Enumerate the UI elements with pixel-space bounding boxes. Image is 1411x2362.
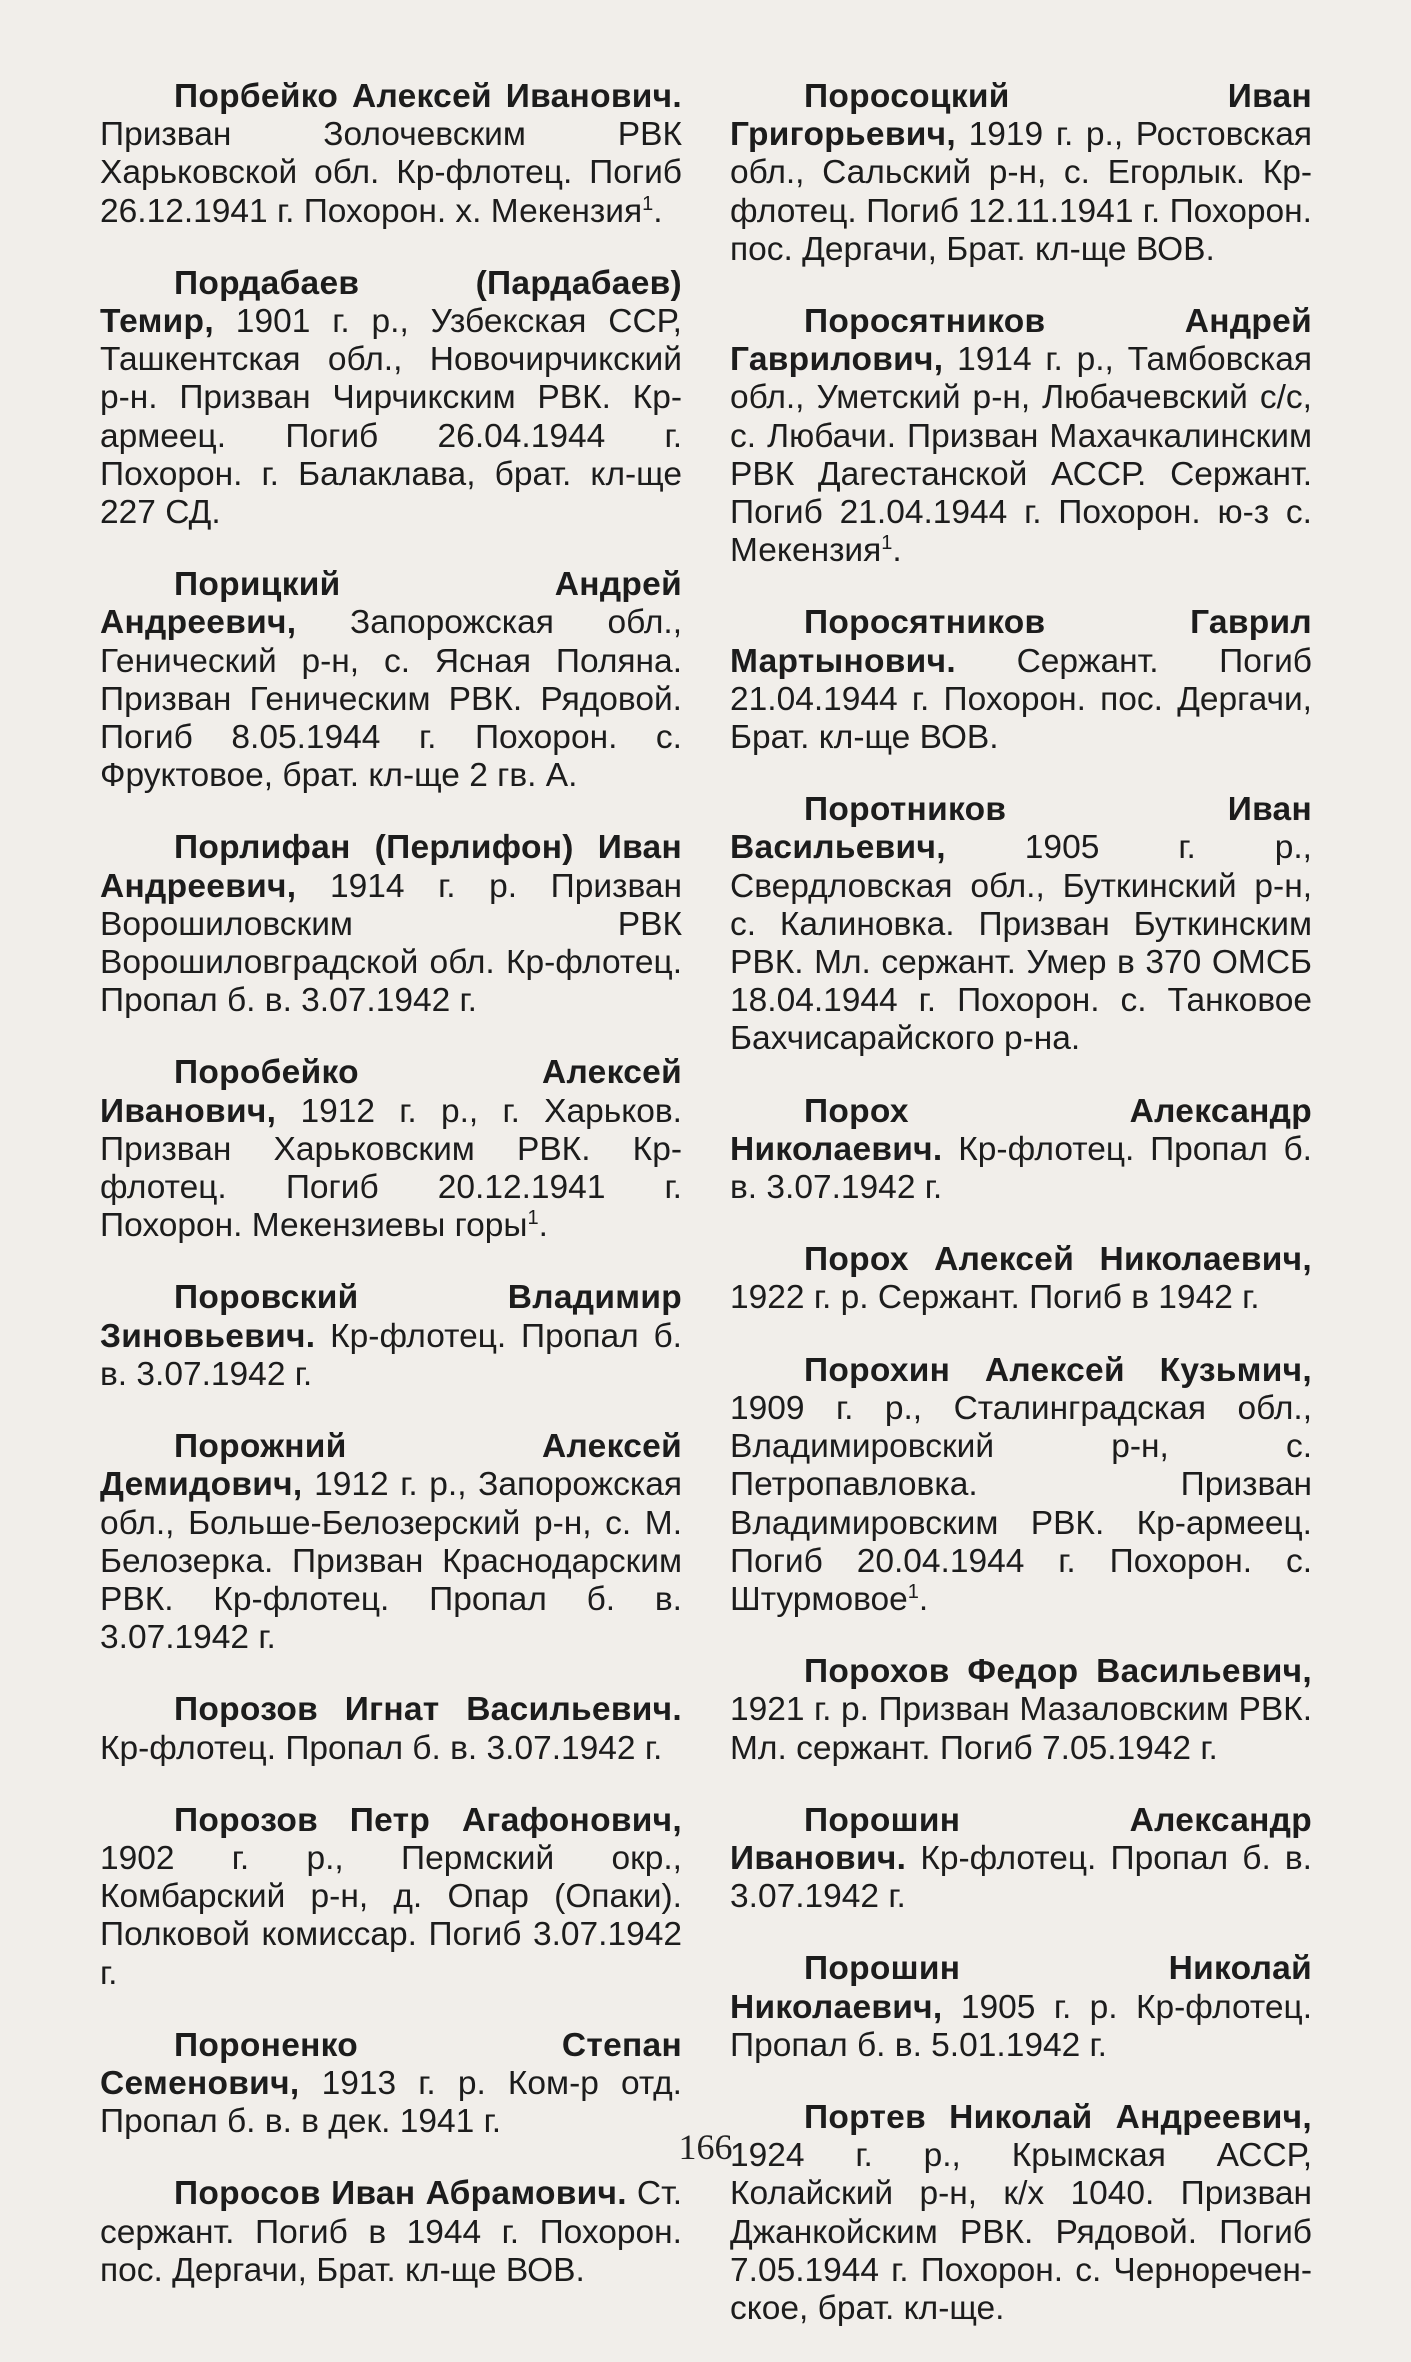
entry-name: Порбейко Алексей Иванович.: [174, 78, 682, 115]
entry-name: Порицкий Андрей Андреевич,: [100, 566, 682, 642]
left-column: [100, 78, 682, 2324]
entry-name: Порохов Федор Васильевич,: [804, 1653, 1312, 1691]
list-item: [100, 1691, 682, 1767]
list-item: [100, 1802, 682, 1993]
list-item: [730, 1950, 1312, 2065]
footnote-mark: 1: [527, 1207, 539, 1230]
entry-name: Поросов Иван Абрамович.: [174, 2175, 627, 2213]
entry-name: Порожний Алексей Демидович,: [100, 1428, 682, 1504]
entry-text: 1902 г. р., Пермский окр., Комбарский р-н, д. Опар (Опаки). Полковой комиссар. Погиб 3.07.1942 г.: [100, 1839, 682, 1992]
list-item: [100, 265, 682, 532]
entry-name: Поросятников Андрей Гаврилович,: [730, 303, 1312, 379]
list-item: [100, 1054, 682, 1245]
entry-name: Порох Алексей Николаевич,: [804, 1241, 1312, 1279]
entry-text: Призван Золочевским РВК Харьковской обл. Кр-флотец. Погиб 26.12.1941 г. Похорон. х. Мекензия: [100, 116, 682, 230]
entry-text: 1909 г. р., Сталинградская обл., Владимировский р-н, с. Петропавловка. Призван Владимировским РВК. Кр-армеец. Погиб 20.04.1944 г. Похорон. с. Штурмовое: [730, 1389, 1312, 1618]
entry-text: 1924 г. р., Крымская АССР, Колайский р-н, к/х 1040. Призван Джанкойским РВК. Рядовой. Погиб 7.05.1944 г. Похорон. с. Чернореченское, брат. кл-ще.: [730, 2137, 1312, 2327]
entry-text: Ст. сержант. Погиб в 1944 г. Похорон. пос. Дергачи, Брат. кл-ще ВОВ.: [100, 2175, 683, 2289]
entry-name: Порозов Петр Агафонович,: [174, 1801, 682, 1839]
list-item: [100, 78, 682, 231]
list-item: [730, 303, 1312, 570]
entry-text: 1905 г. р., Свердловская обл., Буткинский р-н, с. Калиновка. Призван Буткинским РВК. Мл. сержант. Умер в 370 ОМСБ 18.04.1944 г. Похорон. с. Танковое Бахчисарайского р-на.: [730, 829, 1312, 1058]
list-item: [730, 1241, 1312, 1317]
list-item: [100, 2175, 682, 2290]
entry-name: Порлифан (Перлифон) Иван Андреевич,: [100, 829, 682, 905]
list-item: [100, 2027, 682, 2142]
entry-name: Порохин Алексей Кузьмич,: [804, 1351, 1312, 1389]
list-item: [730, 604, 1312, 757]
entry-text: 1914 г. р., Тамбовская обл., Уметский р-н, Любачевский с/с, с. Любачи. Призван Махачкалинским РВК Дагестанской АССР. Сержант. Погиб 21.04.1944 г. Похорон. ю-з с. Мекензия: [730, 341, 1312, 570]
entry-name: Пордабаев (Пардабаев) Темир,: [100, 264, 682, 341]
list-item: [730, 1653, 1312, 1768]
entry-text: 1922 г. р. Сержант. Погиб в 1942 г.: [730, 1279, 1260, 1317]
entry-text: 1919 г. р., Ростовская обл., Сальский р-н, с. Егорлык. Кр-флотец. Погиб 12.11.1941 г. Похорон. пос. Дергачи, Брат. кл-ще ВОВ.: [730, 116, 1312, 268]
list-item: [730, 791, 1312, 1058]
list-item: [100, 1428, 682, 1657]
entry-tail: .: [892, 532, 902, 570]
entry-text: 1914 г. р. Призван Ворошиловским РВК Ворошиловградской обл. Кр-флотец. Пропал б. в. 3.07.1942 г.: [100, 867, 682, 1020]
entry-tail: .: [538, 1207, 548, 1245]
entry-text: Сержант. Погиб 21.04.1944 г. Похорон. пос. Дергачи, Брат. кл-ще ВОВ.: [730, 642, 1312, 757]
footnote-mark: 1: [881, 532, 893, 555]
entry-name: Поросоцкий Иван Григорьевич,: [730, 78, 1312, 154]
entry-name: Порозов Игнат Васильевич.: [174, 1691, 682, 1729]
entry-text: Кр-флотец. Пропал б. в. 3.07.1942 г.: [100, 1729, 663, 1767]
footnote-mark: 1: [907, 1580, 919, 1603]
entry-text: 1912 г. р., г. Харьков. Призван Харьковским РВК. Кр-флотец. Погиб 20.12.1941 г. Похорон. Мекензиевы горы: [100, 1092, 682, 1245]
entry-text: 1905 г. р. Кр-флотец. Пропал б. в. 5.01.1942 г.: [730, 1988, 1312, 2064]
entry-text: Кр-флотец. Пропал б. в. 3.07.1942 г.: [730, 1130, 1312, 1207]
footnote-mark: 1: [642, 192, 654, 215]
list-item: [100, 829, 682, 1020]
page-number: 166: [678, 2127, 733, 2167]
entry-name: Порошин Александр Иванович.: [730, 1801, 1312, 1877]
entry-text: Кр-флотец. Пропал б. в. 3.07.1942 г.: [100, 1317, 682, 1393]
list-item: [730, 78, 1312, 269]
entry-name: Поровский Владимир Зиновьевич.: [100, 1279, 682, 1355]
entry-name: Пороненко Степан Семенович,: [100, 2026, 682, 2102]
entry-tail: .: [918, 1580, 929, 1618]
entry-name: Поросятников Гаврил Мартынович.: [730, 604, 1312, 680]
list-item: [100, 566, 682, 795]
entry-name: Поротников Иван Васильевич,: [730, 791, 1312, 867]
entry-text: 1921 г. р. Призван Мазаловским РВК. Мл. сержант. Погиб 7.05.1942 г.: [730, 1691, 1312, 1767]
entry-name: Портев Николай Андреевич,: [804, 2098, 1312, 2136]
entry-text: 1913 г. р. Ком-р отд. Пропал б. в. в дек. 1941 г.: [100, 2064, 682, 2141]
entry-name: Поробейко Алексей Иванович,: [100, 1054, 682, 1130]
entry-tail: .: [653, 192, 663, 230]
list-item: [730, 1352, 1312, 1619]
right-column: [730, 78, 1312, 2362]
entry-text: Кр-флотец. Пропал б. в. 3.07.1942 г.: [730, 1839, 1312, 1916]
entry-text: 1901 г. р., Узбекская ССР, Ташкентская обл., Новочирчикский р-н. Призван Чирчикским РВК. Кр-армеец. Погиб 26.04.1944 г. Похорон. г. Балаклава, брат. кл-ще 227 СД.: [100, 303, 682, 532]
entry-text: Запорожская обл., Генический р-н, с. Ясная Поляна. Призван Геническим РВК. Рядовой. Погиб 8.05.1944 г. Похорон. с. Фруктовое, брат. кл-ще 2 гв. А.: [100, 604, 682, 795]
list-item: [730, 1093, 1312, 1208]
entry-name: Порошин Николай Николаевич,: [730, 1950, 1312, 2026]
entry-name: Порох Александр Николаевич.: [730, 1092, 1312, 1168]
entry-text: 1912 г. р., Запорожская обл., Больше-Белозерский р-н, с. М. Белозерка. Призван Краснодарским РВК. Кр-флотец. Пропал б. в. 3.07.1942 г.: [100, 1466, 682, 1657]
list-item: [730, 1802, 1312, 1917]
list-item: [100, 1279, 682, 1394]
